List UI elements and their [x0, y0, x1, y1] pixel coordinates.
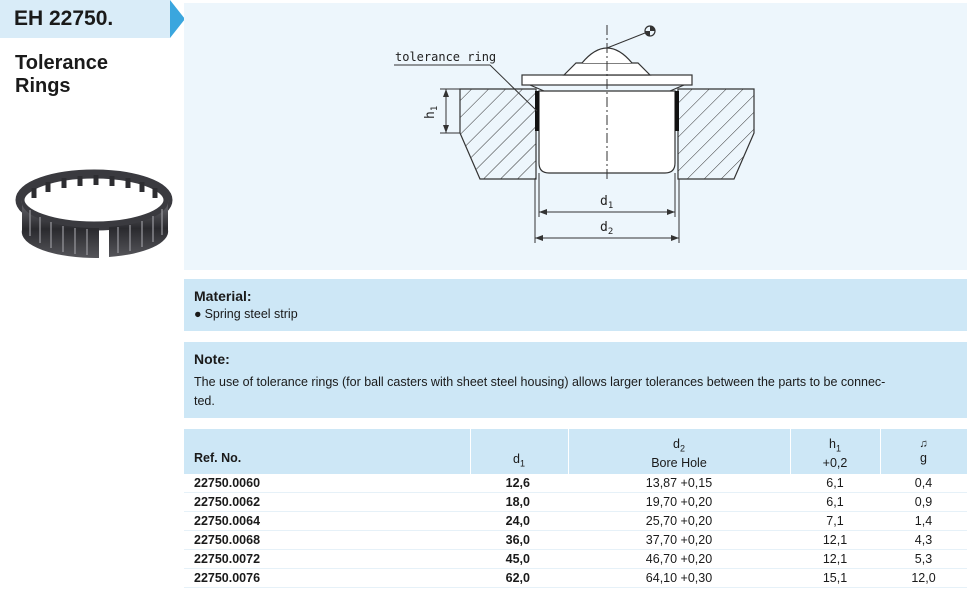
- material-title: Material:: [194, 288, 252, 304]
- cell-d2: 46,70 +0,20: [645, 552, 713, 566]
- col-header-h1: $h_1$ +0,2: [822, 437, 848, 470]
- cell-weight: 4,3: [914, 533, 933, 547]
- cell-weight: 0,4: [914, 476, 933, 490]
- material-section: [184, 279, 967, 331]
- cell-d1: 18,0: [505, 495, 530, 509]
- dim-h1-label: $h_1$: [423, 105, 440, 119]
- product-title-line1: Tolerance: [15, 52, 108, 74]
- cell-d1: 12,6: [505, 476, 530, 490]
- cell-d2: 64,10 +0,30: [645, 571, 713, 585]
- table-row: [184, 512, 967, 531]
- product-code-tab: [0, 0, 170, 38]
- dim-d1-label: $d_1$: [600, 194, 614, 211]
- col-header-d1: $d_1$: [513, 452, 525, 469]
- housing-right: [678, 89, 754, 179]
- technical-drawing: [184, 3, 967, 270]
- tolerance-ring-right: [675, 91, 679, 131]
- cell-ref: 22750.0064: [194, 514, 261, 528]
- note-section: [184, 342, 967, 418]
- col-header-ref: Ref. No.: [194, 451, 242, 465]
- cell-d2: 37,70 +0,20: [645, 533, 713, 547]
- table-body: [184, 474, 967, 588]
- dim-d2-label: $d_2$: [600, 220, 614, 237]
- cell-weight: 5,3: [914, 552, 933, 566]
- table-row: [184, 493, 967, 512]
- cell-d1: 62,0: [505, 571, 530, 585]
- table-row: [184, 569, 967, 588]
- col-header-weight: ♫ g: [880, 437, 967, 465]
- cell-d2: 13,87 +0,15: [645, 476, 713, 490]
- technical-drawing-panel: [184, 3, 967, 270]
- tolerance-ring-photo: [14, 160, 174, 275]
- callout-label: tolerance ring: [395, 50, 497, 64]
- cell-h1: 6,1: [826, 495, 844, 509]
- product-code: EH 22750.: [14, 7, 114, 30]
- cell-d1: 36,0: [505, 533, 530, 547]
- col-header-d2: $d_2$ Bore Hole: [651, 437, 707, 470]
- note-title: Note:: [194, 351, 230, 367]
- material-item-text: Spring steel strip: [204, 307, 298, 321]
- cell-ref: 22750.0076: [194, 571, 261, 585]
- cell-d2: 19,70 +0,20: [645, 495, 713, 509]
- cell-d1: 24,0: [505, 514, 530, 528]
- note-line1: The use of tolerance rings (for ball casters with sheet steel housing) allows larger tolerances between the parts to be connec-: [194, 375, 886, 389]
- table-row: [184, 531, 967, 550]
- cell-ref: 22750.0068: [194, 533, 261, 547]
- product-table: [184, 429, 967, 588]
- cell-h1: 15,1: [822, 571, 848, 585]
- cell-h1: 12,1: [822, 552, 848, 566]
- cell-h1: 6,1: [826, 476, 844, 490]
- note-text: [194, 373, 885, 411]
- cell-ref: 22750.0062: [194, 495, 261, 509]
- cell-weight: 1,4: [914, 514, 933, 528]
- product-title-line2: Rings: [15, 75, 71, 97]
- weight-icon: ♫: [919, 438, 928, 450]
- material-item: [194, 305, 298, 324]
- housing-left: [460, 89, 536, 179]
- cell-ref: 22750.0060: [194, 476, 261, 490]
- tab-arrow-icon: [170, 0, 185, 38]
- cell-weight: 0,9: [914, 495, 933, 509]
- bullet-icon: ●: [194, 307, 202, 321]
- product-title: [15, 52, 108, 98]
- cell-ref: 22750.0072: [194, 552, 261, 566]
- cell-d1: 45,0: [505, 552, 530, 566]
- cell-h1: 7,1: [826, 514, 844, 528]
- table-row: [184, 550, 967, 569]
- note-line2: ted.: [194, 394, 215, 408]
- table-row: [184, 474, 967, 493]
- cell-weight: 12,0: [911, 571, 936, 585]
- table-header: [184, 429, 967, 474]
- cell-h1: 12,1: [822, 533, 848, 547]
- cell-d2: 25,70 +0,20: [645, 514, 713, 528]
